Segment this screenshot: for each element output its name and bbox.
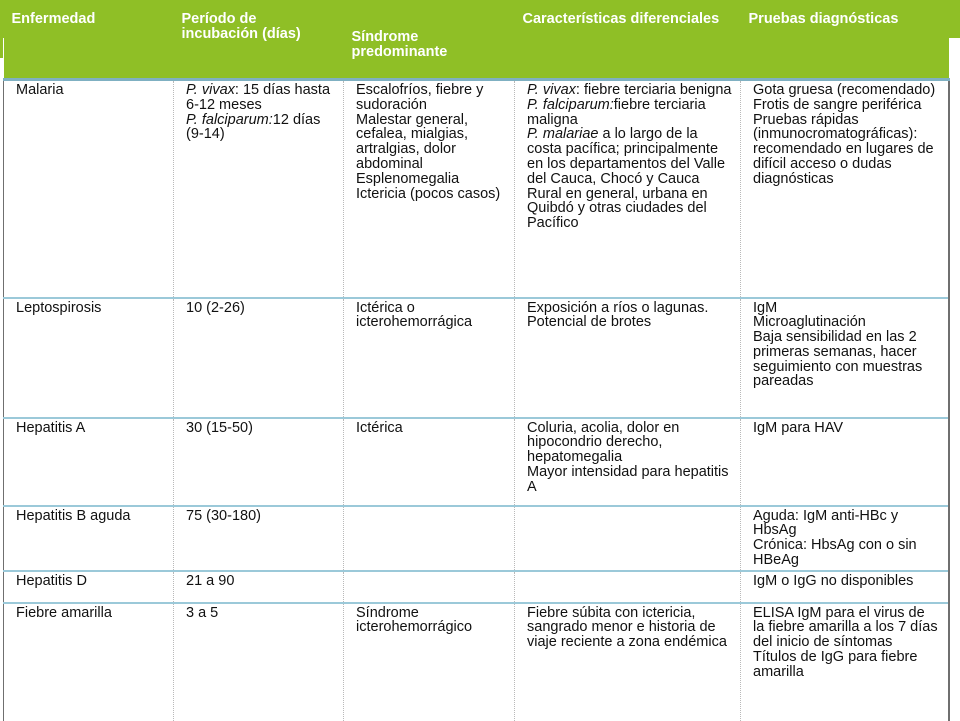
tests-line: Gota gruesa (recomendado) bbox=[753, 82, 936, 98]
incubation-text: 75 (30-180) bbox=[186, 507, 261, 524]
features-text: Coluria, acolia, dolor en hipocondrio derecho, hepatomegalia bbox=[527, 419, 680, 466]
cell-disease bbox=[4, 418, 174, 506]
cell-disease bbox=[4, 298, 174, 418]
tests-line: Pruebas rápidas (inmunocromatográficas): recomendado en lugares de difícil acceso o dudas diagnósticas bbox=[753, 111, 934, 187]
table-row bbox=[4, 571, 949, 603]
disease-name: Hepatitis D bbox=[16, 572, 87, 589]
features-line bbox=[527, 465, 732, 495]
cell-tests bbox=[741, 571, 949, 603]
incubation-line bbox=[186, 301, 335, 316]
table-row bbox=[4, 80, 949, 298]
cell-tests bbox=[741, 603, 949, 721]
features-text: Fiebre súbita con ictericia, sangrado menor e historia de viaje reciente a zona endémica bbox=[527, 604, 727, 651]
incubation-line bbox=[186, 606, 335, 621]
tests-line: IgM o IgG no disponibles bbox=[753, 572, 914, 589]
incubation-line bbox=[186, 509, 335, 524]
disease-name: Leptospirosis bbox=[16, 299, 102, 316]
cell-syndrome bbox=[344, 298, 515, 418]
tests-line: ELISA IgM para el virus de la fiebre amarilla a los 7 días del inicio de síntomas bbox=[753, 604, 938, 651]
incubation-text: 10 (2-26) bbox=[186, 299, 245, 316]
features-text: a lo largo de la costa pacífica; principalmente en los departamentos del Valle del Cauca, Chocó y Cauca bbox=[527, 126, 726, 187]
tests-line: Crónica: HbsAg con o sin HBeAg bbox=[753, 537, 917, 568]
cell-incubation bbox=[174, 298, 344, 418]
tests-line: Frotis de sangre periférica bbox=[753, 96, 922, 113]
syndrome-line: Síndrome icterohemorrágico bbox=[356, 604, 473, 636]
incubation-line bbox=[186, 421, 335, 436]
features-text: Exposición a ríos o lagunas. Potencial de brotes bbox=[527, 299, 709, 331]
cell-incubation bbox=[174, 603, 344, 721]
cell-syndrome bbox=[344, 506, 515, 571]
header-row bbox=[4, 0, 949, 80]
cell-features bbox=[515, 603, 741, 721]
syndrome-line: Ictericia (pocos casos) bbox=[356, 185, 501, 202]
cell-tests bbox=[741, 506, 949, 571]
cell-incubation bbox=[174, 571, 344, 603]
syndrome-line: Esplenomegalia bbox=[356, 170, 460, 187]
table-body bbox=[4, 80, 949, 721]
cell-disease bbox=[4, 80, 174, 298]
tests-line: IgM bbox=[753, 299, 778, 316]
incubation-text: P. falciparum: bbox=[186, 111, 273, 128]
cell-features bbox=[515, 506, 741, 571]
features-line bbox=[527, 301, 732, 331]
header-periodo-incubacion: Período de incubación (días) bbox=[174, 0, 344, 80]
features-line bbox=[527, 606, 732, 650]
incubation-text: 30 (15-50) bbox=[186, 419, 253, 436]
incubation-line bbox=[186, 113, 335, 143]
incubation-line bbox=[186, 83, 335, 113]
features-text: Mayor intensidad para hepatitis A bbox=[527, 463, 729, 495]
disease-name: Fiebre amarilla bbox=[16, 604, 112, 621]
cell-tests bbox=[741, 298, 949, 418]
tests-line: Microaglutinación bbox=[753, 314, 866, 331]
cell-incubation bbox=[174, 506, 344, 571]
table-row bbox=[4, 506, 949, 571]
table-row bbox=[4, 603, 949, 721]
features-line bbox=[527, 127, 732, 186]
cell-features bbox=[515, 418, 741, 506]
cell-disease bbox=[4, 571, 174, 603]
cell-disease bbox=[4, 603, 174, 721]
cell-disease bbox=[4, 506, 174, 571]
tests-line: Aguda: IgM anti-HBc y HbsAg bbox=[753, 507, 899, 539]
features-text: : fiebre terciaria benigna bbox=[575, 82, 732, 98]
table-row bbox=[4, 298, 949, 418]
header-sindrome-label: Síndrome predominante bbox=[351, 29, 448, 60]
cell-tests bbox=[741, 80, 949, 298]
cell-features bbox=[515, 298, 741, 418]
cell-features bbox=[515, 571, 741, 603]
cell-syndrome bbox=[344, 603, 515, 721]
header-enfermedad: Enfermedad bbox=[4, 0, 174, 80]
cell-incubation bbox=[174, 418, 344, 506]
cell-syndrome bbox=[344, 80, 515, 298]
disease-name: Hepatitis A bbox=[16, 419, 86, 436]
header-sindrome bbox=[344, 0, 515, 80]
header-pruebas: Pruebas diagnósticas bbox=[741, 0, 949, 80]
incubation-text: 21 a 90 bbox=[186, 572, 235, 589]
features-text: P. falciparum: bbox=[527, 96, 614, 113]
features-line bbox=[527, 83, 732, 98]
incubation-text: : 15 días hasta 6-12 meses bbox=[186, 82, 331, 113]
tests-line: Baja sensibilidad en las 2 primeras semanas, hacer seguimiento con muestras pareadas bbox=[753, 329, 923, 390]
table-row bbox=[4, 418, 949, 506]
incubation-text: P. vivax bbox=[186, 82, 235, 98]
features-line bbox=[527, 98, 732, 128]
cell-incubation bbox=[174, 80, 344, 298]
disease-name: Hepatitis B aguda bbox=[16, 507, 131, 524]
disease-name: Malaria bbox=[16, 82, 64, 98]
syndrome-line: Ictérica o icterohemorrágica bbox=[356, 299, 473, 331]
header-caracteristicas: Características diferenciales bbox=[515, 0, 741, 80]
tests-line: IgM para HAV bbox=[753, 419, 843, 436]
cell-features bbox=[515, 80, 741, 298]
features-text: Rural en general, urbana en Quibdó y otras ciudades del Pacífico bbox=[527, 185, 708, 232]
features-text: P. vivax bbox=[527, 82, 576, 98]
cell-syndrome bbox=[344, 418, 515, 506]
syndrome-line: Ictérica bbox=[356, 419, 403, 436]
tests-line: Títulos de IgG para fiebre amarilla bbox=[753, 649, 918, 680]
syndrome-line: Escalofríos, fiebre y sudoración bbox=[356, 82, 484, 113]
diagnosis-table bbox=[3, 0, 950, 721]
features-line bbox=[527, 421, 732, 465]
cell-tests bbox=[741, 418, 949, 506]
incubation-line bbox=[186, 574, 335, 589]
features-text: P. malariae bbox=[527, 126, 599, 143]
incubation-text: 12 días (9-14) bbox=[186, 111, 321, 143]
features-text: fiebre terciaria maligna bbox=[527, 96, 706, 128]
syndrome-line: Malestar general, cefalea, mialgias, artralgias, dolor abdominal bbox=[356, 111, 469, 172]
features-line bbox=[527, 187, 732, 231]
incubation-text: 3 a 5 bbox=[186, 604, 219, 621]
cell-syndrome bbox=[344, 571, 515, 603]
